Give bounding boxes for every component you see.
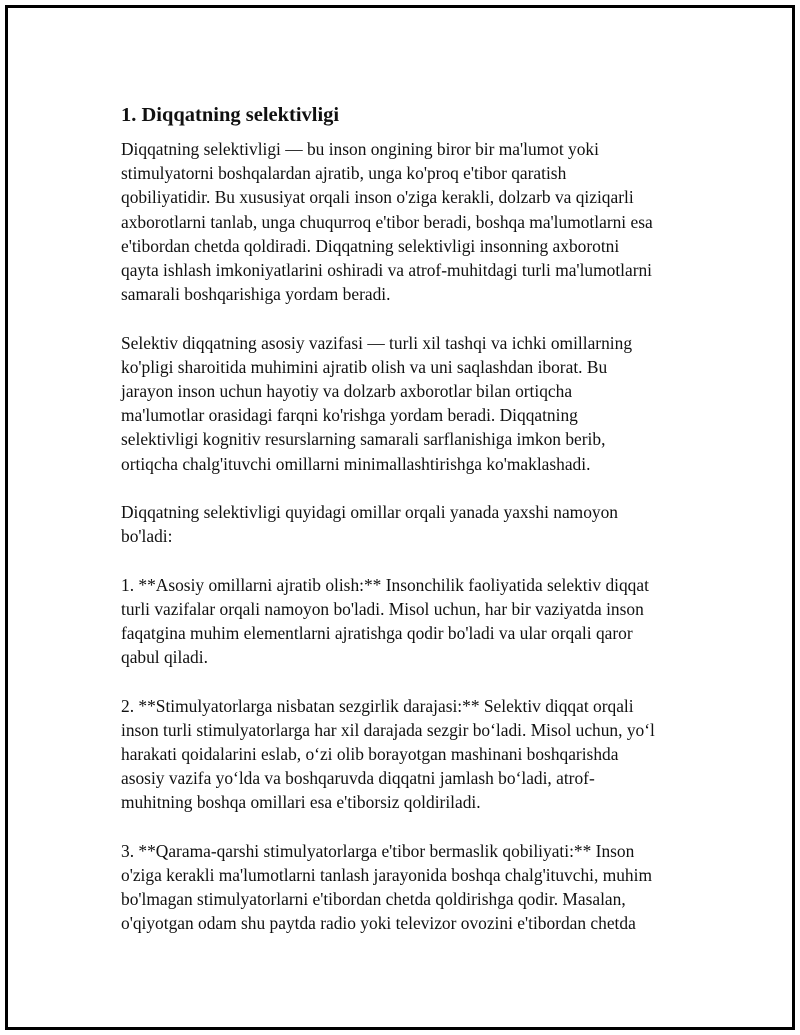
- text-line: Selektiv diqqatning asosiy vazifasi — turli xil tashqi va ichki omillarning: [121, 332, 633, 353]
- text-line: asosiy vazifa yo‘lda va boshqaruvda diqqatni jamlash bo‘ladi, atrof-: [121, 768, 595, 789]
- text-line: qayta ishlash imkoniyatlarini oshiradi va atrof-muhitdagi turli ma'lumotlarni: [121, 260, 653, 281]
- page-frame: [5, 5, 795, 1030]
- paragraph-main-function: [121, 331, 701, 476]
- text-line: 2. **Stimulyatorlarga nisbatan sezgirlik darajasi:** Selektiv diqqat orqali: [121, 695, 634, 716]
- paragraph-intro-list: [121, 500, 701, 548]
- section-heading: 1. Diqqatning selektivligi: [121, 104, 340, 126]
- text-line: qobiliyatidir. Bu xususiyat orqali inson o'ziga kerakli, dolzarb va qiziqarli: [121, 187, 634, 208]
- text-line: bo'lmagan stimulyatorlarni e'tibordan chetda qoldirishga qodir. Masalan,: [121, 889, 626, 910]
- text-line: o'qiyotgan odam shu paytda radio yoki televizor ovozini e'tibordan chetda: [121, 913, 636, 934]
- text-line: muhitning boshqa omillari esa e'tiborsiz qoldiriladi.: [121, 792, 481, 813]
- text-line: 1. **Asosiy omillarni ajratib olish:** Insonchilik faoliyatida selektiv diqqat: [121, 574, 649, 595]
- text-line: Diqqatning selektivligi — bu inson ongining biror bir ma'lumot yoki: [121, 139, 599, 159]
- text-line: bo'ladi:: [121, 526, 173, 547]
- paragraph-definition: [121, 137, 701, 306]
- text-line: axborotlarni tanlab, unga chuqurroq e'tibor beradi, boshqa ma'lumotlarni esa: [121, 211, 653, 232]
- text-line: 3. **Qarama-qarshi stimulyatorlarga e'tibor bermaslik qobiliyati:** Inson: [121, 840, 635, 861]
- text-line: stimulyatorni boshqalardan ajratib, unga ko'proq e'tibor qaratish: [121, 163, 567, 184]
- text-line: samarali boshqarishiga yordam beradi.: [121, 284, 391, 305]
- text-line: faqatgina muhim elementlarni ajratishga qodir bo'ladi va ular orqali qaror: [121, 623, 633, 644]
- text-line: inson turli stimulyatorlarga har xil darajada sezgir bo‘ladi. Misol uchun, yo‘l: [121, 719, 655, 740]
- text-line: turli vazifalar orqali namoyon bo'ladi. Misol uchun, har bir vaziyatda inson: [121, 598, 644, 619]
- list-item-1: [121, 573, 701, 670]
- text-line: harakati qoidalarini eslab, o‘zi olib borayotgan mashinani boshqarishda: [121, 744, 619, 765]
- document-body: [121, 102, 701, 960]
- text-line: o'ziga kerakli ma'lumotlarni tanlash jarayonida boshqa chalg'ituvchi, muhim: [121, 865, 652, 886]
- text-line: selektivligi kognitiv resurslarning samarali sarflanishiga imkon berib,: [121, 429, 606, 450]
- text-line: e'tibordan chetda qoldiradi. Diqqatning selektivligi insonning axborotni: [121, 235, 620, 256]
- text-line: Diqqatning selektivligi quyidagi omillar orqali yanada yaxshi namoyon: [121, 502, 618, 523]
- text-line: jarayon inson uchun hayotiy va dolzarb axborotlar bilan ortiqcha: [121, 381, 573, 402]
- text-line: qabul qiladi.: [121, 647, 208, 668]
- text-line: ortiqcha chalg'ituvchi omillarni minimallashtirishga ko'maklashadi.: [121, 453, 591, 474]
- text-line: ma'lumotlar orasidagi farqni ko'rishga yordam beradi. Diqqatning: [121, 405, 578, 426]
- list-item-3: [121, 839, 701, 936]
- list-item-2: [121, 694, 701, 815]
- text-line: ko'pligi sharoitida muhimini ajratib olish va uni saqlashdan iborat. Bu: [121, 356, 608, 377]
